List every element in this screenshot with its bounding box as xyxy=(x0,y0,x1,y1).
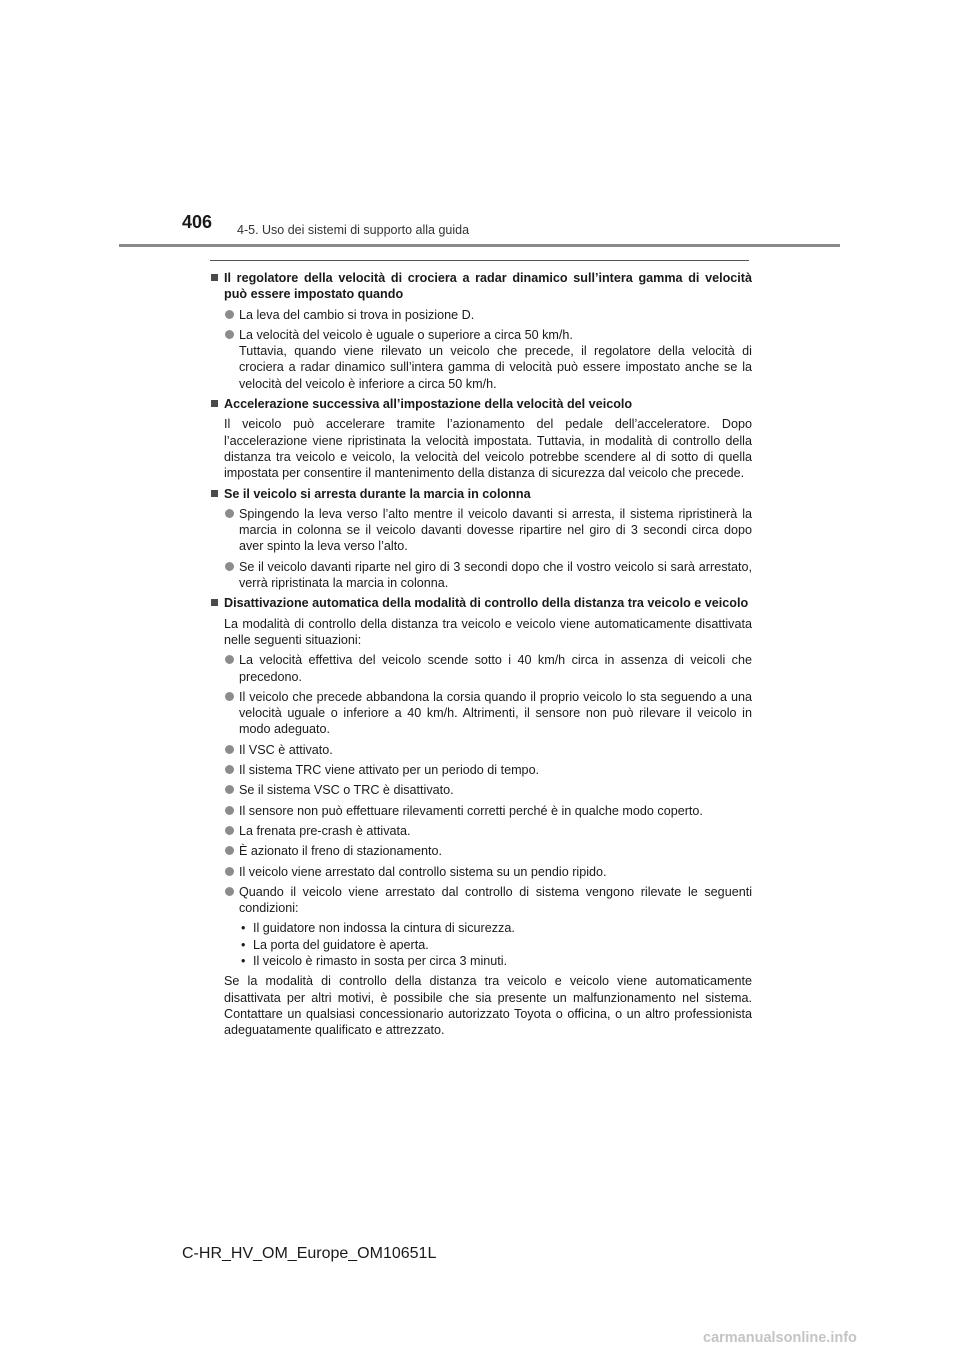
bullet-text: Il sistema TRC viene attivato per un periodo di tempo. xyxy=(239,763,540,778)
list-item xyxy=(210,327,752,392)
list-item xyxy=(210,307,752,323)
round-bullet-icon xyxy=(225,867,234,876)
sub-list-item xyxy=(241,953,752,969)
bullet-text: Spingendo la leva verso l’alto mentre il veicolo davanti si arresta, il sistema ripristinerà la marcia in colonna se il veicolo davanti dovesse ripartire nel giro di 3 secondi circa dopo aver spinto la leva verso l’alto. xyxy=(239,506,752,554)
section-title: 4-5. Uso dei sistemi di supporto alla guida xyxy=(237,223,470,237)
round-bullet-icon xyxy=(225,692,234,701)
paragraph: Il veicolo può accelerare tramite l’azionamento del pedale dell’acceleratore. Dopo l’accelerazione viene ripristinata la velocità impostata. Tuttavia, in modalità di controllo della distanza tra veicolo e veicolo, la velocità del veicolo potrebbe scendere al di sotto di quella impostata per consentire il mantenimento della distanza di sicurezza dal veicolo che precede. xyxy=(224,417,752,481)
sub-item-text: Il guidatore non indossa la cintura di sicurezza. xyxy=(253,921,515,936)
round-bullet-icon xyxy=(225,765,234,774)
list-item xyxy=(210,689,752,738)
list-item xyxy=(210,782,752,798)
bullet-text: La frenata pre-crash è attivata. xyxy=(239,823,411,838)
heading-text: Se il veicolo si arresta durante la marcia in colonna xyxy=(224,486,531,501)
paragraph: La modalità di controllo della distanza tra veicolo e veicolo viene automaticamente disattivata nelle seguenti situazioni: xyxy=(224,616,752,647)
sub-list-item xyxy=(241,937,752,953)
sub-list-item xyxy=(241,920,752,936)
heading-text: Il regolatore della velocità di crociera a radar dinamico sull’intera gamma di velocità può essere impostato quando xyxy=(224,271,752,302)
square-bullet-icon xyxy=(211,400,218,407)
document-code: C-HR_HV_OM_Europe_OM10651L xyxy=(182,1245,437,1262)
bullet-text: Tuttavia, quando viene rilevato un veicolo che precede, il regolatore della velocità di crociera a radar dinamico sull’intera gamma di velocità può essere impostato anche se la velocità del veicolo è inferiore a circa 50 km/h. xyxy=(239,344,752,391)
bullet-text: Se il veicolo davanti riparte nel giro di 3 secondi dopo che il vostro veicolo si sarà arrestato, verrà ripristinata la marcia in colonna. xyxy=(239,559,752,591)
heading-section-3 xyxy=(210,486,752,502)
bullet-text: Il veicolo viene arrestato dal controllo sistema su un pendio ripido. xyxy=(239,864,607,879)
bullet-text: Il veicolo che precede abbandona la corsia quando il proprio veicolo lo sta seguendo a una velocità uguale o inferiore a 40 km/h. Altrimenti, il sensore non può rilevare il veicolo in modo adeguato. xyxy=(239,689,752,737)
sub-item-text: La porta del guidatore è aperta. xyxy=(253,937,429,952)
round-bullet-icon xyxy=(225,310,234,319)
round-bullet-icon xyxy=(225,562,234,571)
list-item xyxy=(210,823,752,839)
heading-section-2 xyxy=(210,396,752,412)
round-bullet-icon xyxy=(225,806,234,815)
bullet-mark: • xyxy=(241,921,246,936)
round-bullet-icon xyxy=(225,745,234,754)
bullet-text: Quando il veicolo viene arrestato dal controllo di sistema vengono rilevate le seguenti condizioni: xyxy=(239,884,752,916)
bullet-text: È azionato il freno di stazionamento. xyxy=(239,844,443,859)
bullet-text: Il VSC è attivato. xyxy=(239,742,333,757)
page-number: 406 xyxy=(182,212,213,232)
list-item xyxy=(210,762,752,778)
heading-section-1 xyxy=(210,270,752,303)
heading-text: Accelerazione successiva all’impostazione della velocità del veicolo xyxy=(224,397,633,412)
heading-section-4 xyxy=(210,595,752,611)
round-bullet-icon xyxy=(225,785,234,794)
list-item xyxy=(210,559,752,592)
list-item xyxy=(210,843,752,859)
square-bullet-icon xyxy=(211,274,218,281)
bullet-text: Il sensore non può effettuare rilevamenti corretti perché è in qualche modo coperto. xyxy=(239,803,703,818)
list-item xyxy=(210,803,752,819)
header-divider xyxy=(119,244,840,247)
round-bullet-icon xyxy=(225,509,234,518)
bullet-text: Se il sistema VSC o TRC è disattivato. xyxy=(239,783,454,798)
list-item xyxy=(210,652,752,685)
watermark: carmanualsonline.info xyxy=(703,1330,857,1346)
list-item xyxy=(210,884,752,917)
list-item xyxy=(210,864,752,880)
bullet-mark: • xyxy=(241,953,246,968)
bullet-text: La velocità effettiva del veicolo scende sotto i 40 km/h circa in assenza di veicoli che precedono. xyxy=(239,653,752,684)
round-bullet-icon xyxy=(225,330,234,339)
bullet-mark: • xyxy=(241,937,246,952)
heading-text: Disattivazione automatica della modalità di controllo della distanza tra veicolo e veicolo xyxy=(224,596,749,611)
sub-item-text: Il veicolo è rimasto in sosta per circa 3 minuti. xyxy=(253,953,508,968)
list-item xyxy=(210,506,752,555)
bullet-text: La leva del cambio si trova in posizione D. xyxy=(239,307,475,322)
square-bullet-icon xyxy=(211,490,218,497)
paragraph: Se la modalità di controllo della distanza tra veicolo e veicolo viene automaticamente disattivata per altri motivi, è possibile che sia presente un malfunzionamento nel sistema. Contattare un qualsiasi concessionario autorizzato Toyota o officina, o un altro professionista adeguatamente qualificato e attrezzato. xyxy=(224,974,752,1038)
round-bullet-icon xyxy=(225,846,234,855)
page-content xyxy=(210,270,752,1042)
content-divider xyxy=(210,260,749,261)
bullet-text: La velocità del veicolo è uguale o superiore a circa 50 km/h. xyxy=(239,327,573,342)
round-bullet-icon xyxy=(225,655,234,664)
square-bullet-icon xyxy=(211,599,218,606)
sub-list xyxy=(210,920,752,969)
list-item xyxy=(210,742,752,758)
round-bullet-icon xyxy=(225,887,234,896)
round-bullet-icon xyxy=(225,826,234,835)
